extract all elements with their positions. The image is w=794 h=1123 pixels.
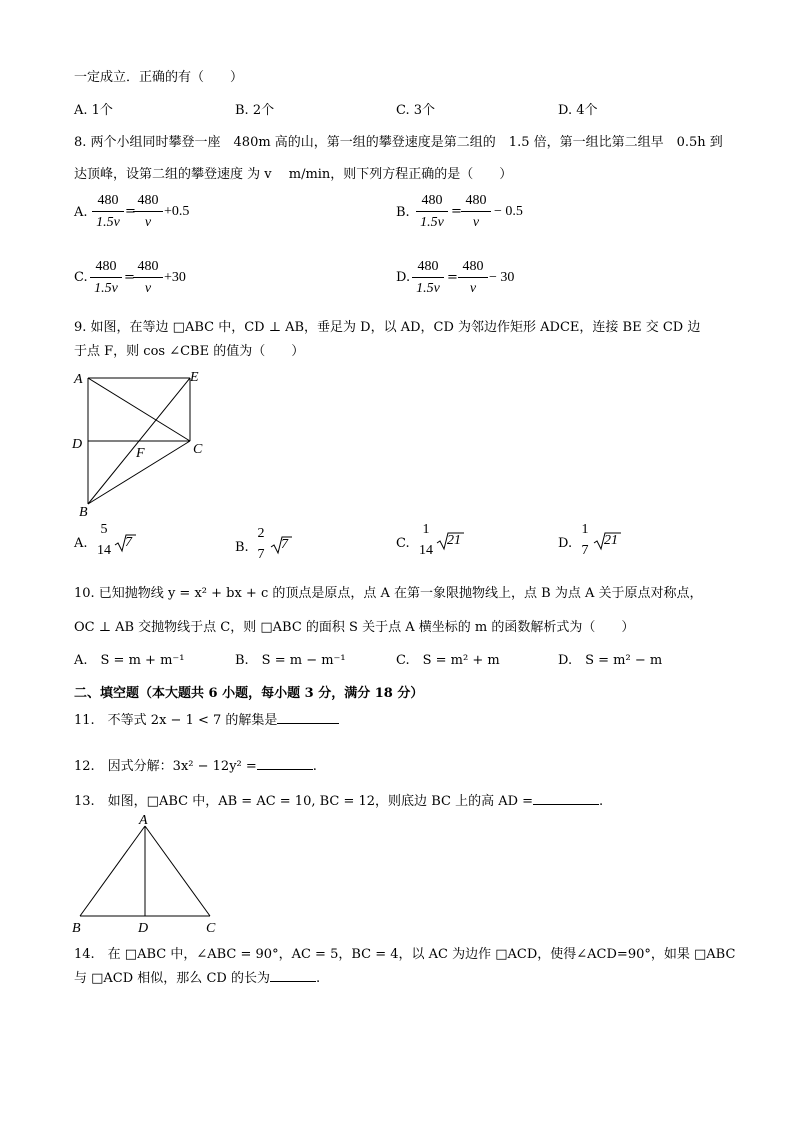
fraction [94,522,114,559]
denominator: 7 [257,547,265,562]
option-tail: +0.5 [164,204,190,219]
answer-blank[interactable] [277,711,339,724]
q9-figure [66,364,216,524]
q13 [74,790,603,809]
q8-line2: 达顶峰，设第二组的攀登速度 为 v m/min，则下列方程正确的是（ ） [74,167,513,182]
q10-line1: 10. 已知抛物线 y = x² + bx + c 的顶点是原点，点 A 在第一象限抛物线上，点 B 为点 A 关于原点对称点， [74,586,703,601]
option-tail: − 0.5 [494,204,523,219]
fraction [416,193,448,231]
label-a: A [74,372,83,387]
option-label: B. [235,540,249,555]
fraction [254,526,268,563]
numerator: 480 [412,259,444,278]
option-label: B. [396,205,410,220]
q13-text: 13. 如图，□ABC 中，AB = AC = 10, BC = 12，则底边 BC 上的高 AD = [74,794,534,809]
q14-line2-row [74,967,320,986]
numerator: 480 [90,259,122,278]
fraction [412,259,444,297]
numerator: 480 [458,259,488,278]
numerator: 480 [416,193,448,212]
denominator: 14 [97,543,111,558]
fraction [133,259,163,297]
label-d: D [72,437,83,452]
q9-line2: 于点 F，则 cos ∠CBE 的值为（ ） [74,344,305,359]
label-c: C [193,442,203,457]
fraction [92,193,124,231]
denominator: 1.5v [416,281,440,296]
numerator: 1 [422,522,430,537]
equals-sign: = [124,270,135,285]
q14-line2: 与 □ACD 相似，那么 CD 的长为 [74,971,270,986]
segment-ac [145,826,210,916]
option-label: C. [396,536,410,551]
option-label: A. [74,536,88,551]
fraction [578,522,592,559]
option-tail: +30 [164,270,186,285]
numerator: 1 [581,522,589,537]
answer-blank[interactable] [257,757,313,770]
denominator: v [469,281,477,296]
radicand: 21 [447,533,461,548]
q12-text: 12. 因式分解：3x² − 12y² = [74,759,257,774]
denominator: 1.5v [96,215,120,230]
q7-option-b: B. 2个 [235,103,275,118]
q8-line1: 8. 两个小组同时攀登一座 480m 高的山，第一组的攀登速度是第二组的 1.5 倍，第一组比第二组早 0.5h 到 [74,135,723,150]
option-tail: − 30 [489,270,515,285]
option-label: D. [558,536,573,551]
q10-line2: OC ⊥ AB 交抛物线于点 C，则 □ABC 的面积 S 关于点 A 横坐标的 m 的函数解析式为（ ） [74,620,635,635]
q14-end: . [315,971,321,986]
equals-sign: = [447,270,458,285]
numerator: 480 [92,193,124,212]
q7-option-a: A. 1个 [74,103,113,118]
q10-option-b: B. S = m − m⁻¹ [235,653,346,668]
label-e: E [190,370,199,385]
q12-end: . [312,759,317,774]
fraction [461,193,491,231]
radicand: 7 [281,537,288,552]
q7-option-c: C. 3个 [396,103,436,118]
denominator: 1.5v [94,281,118,296]
q13-figure [68,810,228,936]
q14-line1: 14. 在 □ABC 中，∠ABC = 90°，AC = 5，BC = 4，以 AC 为边作 □ACD，使得∠ACD=90°，如果 □ABC [74,947,736,962]
fraction [416,522,436,559]
radicand: 21 [604,533,618,548]
label-c: C [206,921,216,936]
denominator: v [472,215,480,230]
label-a: A [139,813,148,828]
q11 [74,709,339,728]
segment-ac [88,378,190,441]
denominator: 7 [581,543,589,558]
denominator: 14 [419,543,433,558]
numerator: 480 [133,259,163,278]
label-b: B [79,505,88,520]
q11-text: 11. 不等式 2x − 1 < 7 的解集是 [74,713,278,728]
denominator: 1.5v [420,215,444,230]
equals-sign: = [125,204,136,219]
fraction [133,193,163,231]
label-b: B [72,921,81,936]
q7-tail: 一定成立．正确的有（ ） [74,70,244,85]
label-f: F [136,446,145,461]
fraction [90,259,122,297]
option-label: D. [396,270,411,285]
answer-blank[interactable] [533,792,599,805]
q10-option-a: A. S = m + m⁻¹ [74,653,185,668]
numerator: 5 [100,522,108,537]
answer-blank[interactable] [270,969,316,982]
q12 [74,755,317,774]
q10-option-c: C. S = m² + m [396,653,500,668]
numerator: 480 [461,193,491,212]
q13-end: . [599,794,604,809]
numerator: 2 [257,526,265,541]
q7-option-d: D. 4个 [558,103,598,118]
equals-sign: = [451,204,462,219]
denominator: v [144,215,152,230]
option-label: C. [74,270,88,285]
section-heading: 二、填空题（本大题共 6 小题，每小题 3 分，满分 18 分） [74,686,424,701]
label-d: D [138,921,149,936]
q9-line1: 9. 如图，在等边 □ABC 中，CD ⊥ AB，垂足为 D，以 AD，CD 为邻边作矩形 ADCE，连接 BE 交 CD 边 [74,320,701,335]
option-label: A. [74,205,88,220]
fraction [458,259,488,297]
segment-ab [80,826,145,916]
numerator: 480 [133,193,163,212]
radicand: 7 [125,535,132,550]
denominator: v [144,281,152,296]
q10-option-d: D. S = m² − m [558,653,663,668]
